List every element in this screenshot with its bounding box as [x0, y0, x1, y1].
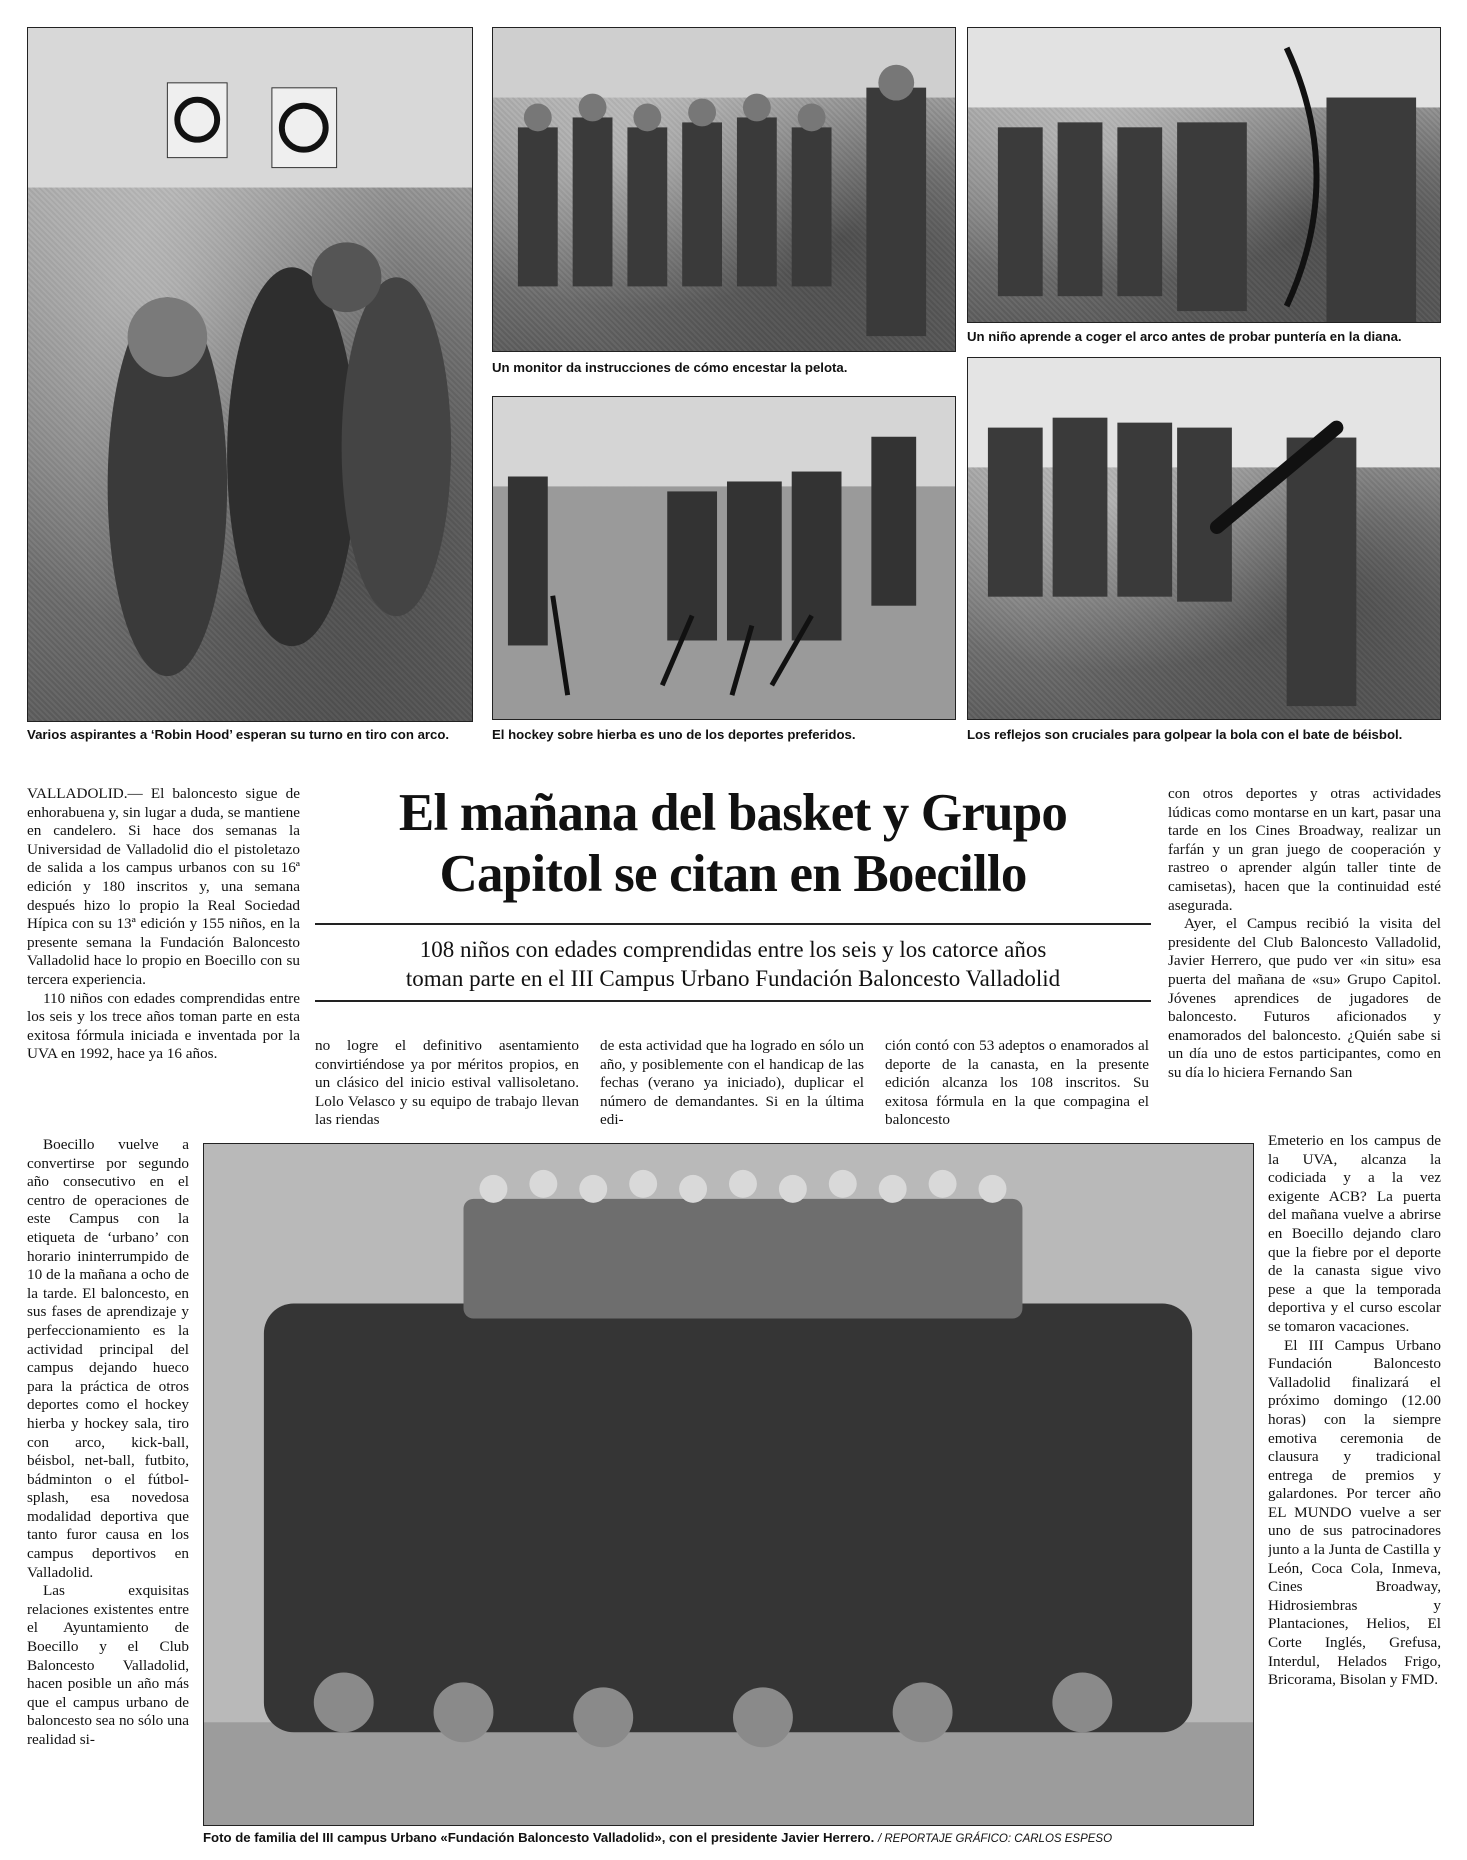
caption-basket: Un monitor da instrucciones de cómo encestar la pelota.: [492, 360, 848, 375]
archery-kids-icon: [28, 28, 472, 721]
article-paragraph: de esta actividad que ha logrado en sólo un año, y posiblemente con el handicap de las fechas (verano ya iniciado), duplicar el número de demandantes. Si en la última edi-: [600, 1037, 864, 1129]
subhead: [315, 935, 1151, 993]
article-paragraph: Emeterio en los campus de la UVA, alcanza la codiciada y a la vez exigente ACB? La puerta del mañana vuelve a abrirse en Boecillo dejando claro que la fiebre por el deporte de la canasta sigue vivo pese a que la temporada deportiva y el curso escolar se tomaron vacaciones.: [1268, 1132, 1441, 1335]
article-col-1-narrow: [27, 1136, 189, 1846]
caption-archery: Varios aspirantes a ‘Robin Hood’ esperan su turno en tiro con arco.: [27, 727, 450, 742]
bow-lesson-icon: [968, 28, 1440, 322]
article-paragraph: con otros deportes y otras actividades lúdicas como montarse en un kart, pasar una tarde en los Cines Broadway, realizar un farfán y un gran juego de cooperación y rastreo o aprender algún taller tinte de camisetas), hacen que la continuidad esté asegurada.: [1168, 785, 1441, 914]
baseball-batter-icon: [968, 358, 1440, 719]
article-paragraph: Las exquisitas relaciones existentes entre el Ayuntamiento de Boecillo y el Club Baloncesto Valladolid, hacen posible un año más que el campus urbano de baloncesto sea no sólo una realidad si-: [27, 1582, 189, 1748]
article-col-1-top: [27, 785, 300, 1135]
article-col-5-narrow: [1268, 1132, 1441, 1846]
caption-hockey: El hockey sobre hierba es uno de los deportes preferidos.: [492, 727, 856, 742]
article-paragraph: no logre el definitivo asentamiento convirtiéndose ya por méritos propios, en un clásico del inicio estival vallisoletano. Lolo Velasco y su equipo de trabajo llevan las riendas: [315, 1037, 579, 1129]
caption-baseball: Los reflejos son cruciales para golpear la bola con el bate de béisbol.: [967, 727, 1403, 742]
subhead-rule: [315, 1000, 1151, 1002]
caption-group: [203, 1830, 1254, 1847]
article-col-5-top: [1168, 785, 1441, 1130]
hockey-players-icon: [493, 397, 955, 719]
article-col-2: [315, 1037, 579, 1132]
photo-field-hockey: [492, 396, 956, 720]
caption-bow: Un niño aprende a coger el arco antes de probar puntería en la diana.: [967, 329, 1402, 344]
headline-line-1: El mañana del basket y Grupo: [398, 784, 1068, 842]
photo-bow-lesson: [967, 27, 1441, 323]
photo-archery-kids: [27, 27, 473, 722]
article-paragraph: VALLADOLID.— El baloncesto sigue de enhorabuena y, sin lugar a duda, se mantiene en candelero. Si hace dos semanas la Universidad de Valladolid dio el pistoletazo de salida a los campus urbanos con su 16ª edición y 180 inscritos y, una semana después hizo lo propio la Real Sociedad Hípica con su 13ª edición y 155 niños, en la presente semana la Fundación Baloncesto Valladolid hace lo propio en Boecillo con su tercera experiencia.: [27, 785, 300, 988]
headline: [315, 783, 1151, 905]
photo-group-family: [203, 1143, 1254, 1826]
subhead-line-1: 108 niños con edades comprendidas entre los seis y los catorce años: [419, 937, 1047, 962]
group-photo-icon: [204, 1144, 1253, 1825]
article-col-4: [885, 1037, 1149, 1132]
caption-group-text: Foto de familia del III campus Urbano «Fundación Baloncesto Valladolid», con el presidente Javier Herrero.: [203, 1830, 875, 1845]
photo-basketball-instructor: [492, 27, 956, 352]
article-paragraph: El III Campus Urbano Fundación Baloncesto Valladolid finalizará el próximo domingo (12.00 horas) con la siempre emotiva ceremonia de clausura y tradicional entrega de premios y galardones. Por tercer año EL MUNDO vuelve a ser uno de sus patrocinadores junto a la Junta de Castilla y León, Coca Cola, Inmeva, Cines Broadway, Hidrosiembras y Plantaciones, Helios, El Corte Inglés, Grefusa, Interdul, Helados Frigo, Bricorama, Bisolan y FMD.: [1268, 1336, 1441, 1689]
photo-baseball-bat: [967, 357, 1441, 720]
basketball-group-icon: [493, 28, 955, 351]
photo-credit: / REPORTAJE GRÁFICO: CARLOS ESPESO: [877, 1833, 1113, 1845]
article-paragraph: 110 niños con edades comprendidas entre los seis y los trece años toman parte en esta exitosa fórmula iniciada e inventada por la UVA en 1992, hace ya 16 años.: [27, 989, 300, 1063]
headline-rule: [315, 923, 1151, 925]
headline-line-2: Capitol se citan en Boecillo: [439, 845, 1027, 903]
article-col-3: [600, 1037, 864, 1132]
article-paragraph: ción contó con 53 adeptos o enamorados al deporte de la canasta, en la presente edición alcanza los 108 inscritos. Su exitosa fórmula en la que compagina el baloncesto: [885, 1037, 1149, 1129]
article-paragraph: Ayer, el Campus recibió la visita del presidente del Club Baloncesto Valladolid, Javier Herrero, que pudo ver «in situ» esa puerta del mañana de «su» Grupo Capitol. Jóvenes aprendices de jugadores de baloncesto. Futuros aficionados y enamorados del baloncesto. ¿Quién sabe si un día uno de estos participantes, como en su día lo hiciera Fernando San: [1168, 915, 1441, 1081]
subhead-line-2: toman parte en el III Campus Urbano Fundación Baloncesto Valladolid: [405, 966, 1061, 991]
article-paragraph: Boecillo vuelve a convertirse por segundo año consecutivo en el centro de operaciones de este Campus con la etiqueta de ‘urbano’ con horario ininterrumpido de 10 de la mañana a ocho de la tarde. El baloncesto, en sus fases de aprendizaje y perfeccionamiento es la actividad principal del campus dejando hueco para la práctica de otros deportes como el hockey hierba y hockey sala, tiro con arco, kick-ball, béisbol, net-ball, futbito, bádminton o el fútbol-splash, esa novedosa modalidad deportiva que tanto furor causa en los campus deportivos en Valladolid.: [27, 1136, 189, 1581]
